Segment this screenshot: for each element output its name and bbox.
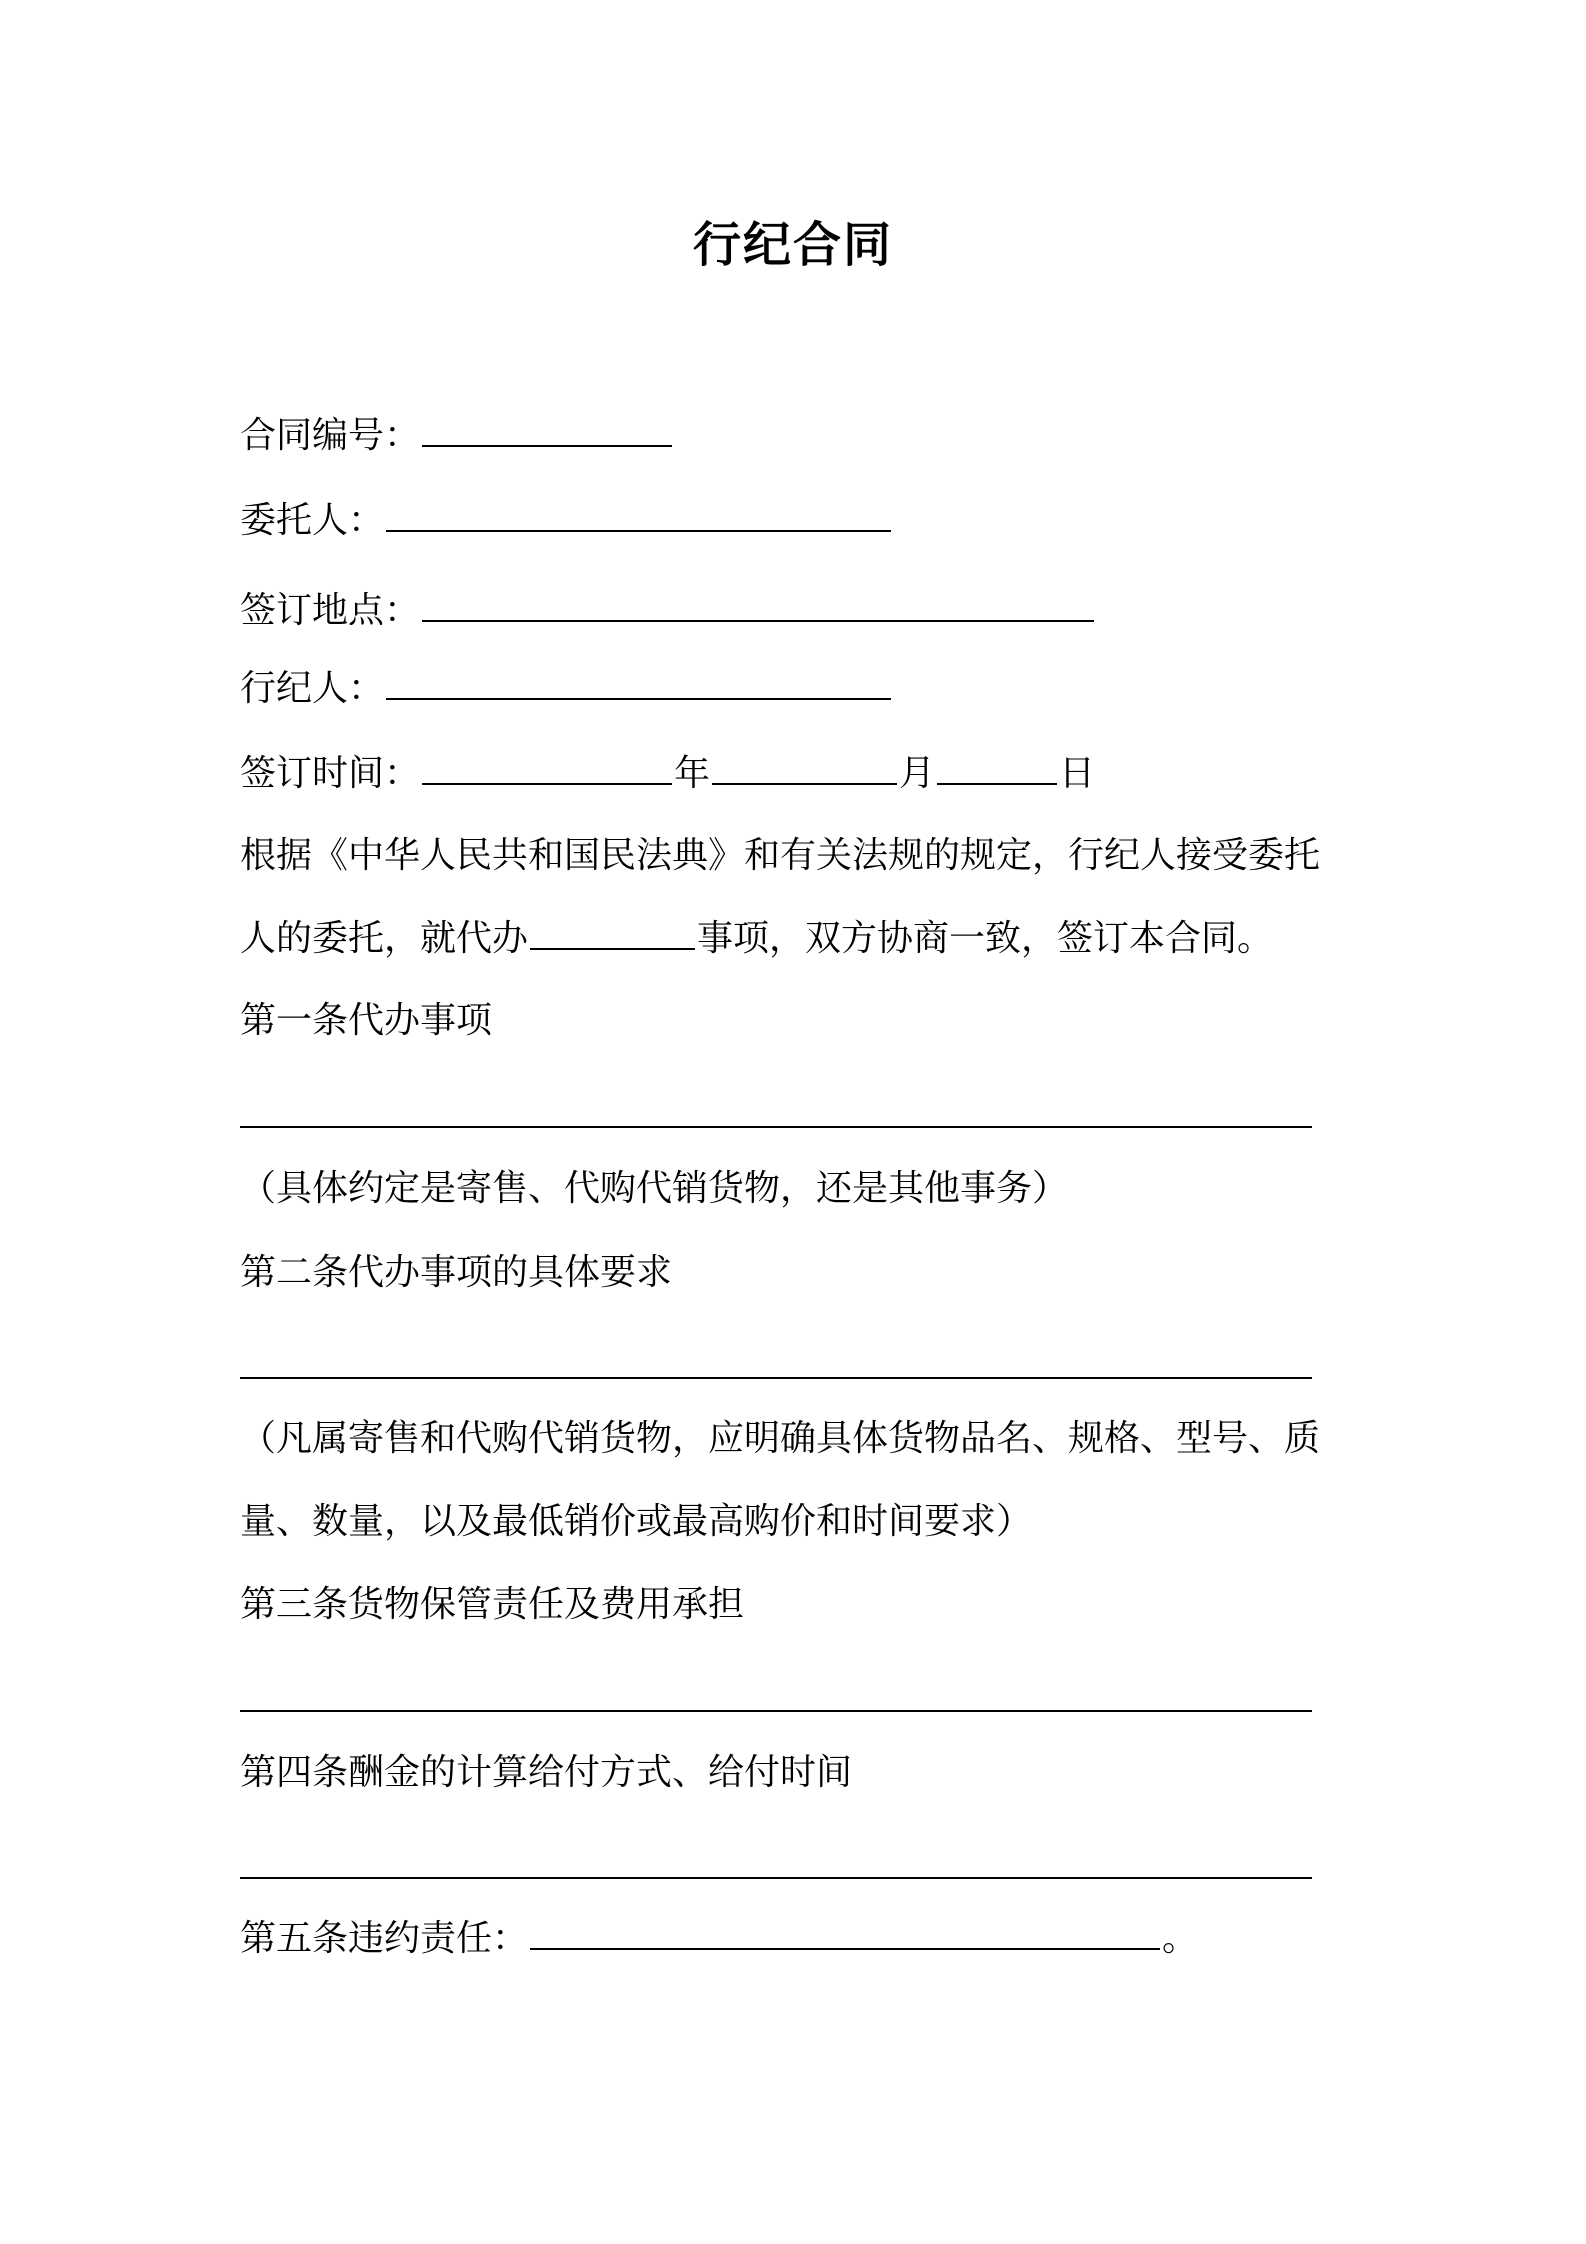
- article-4-title: 第四条酬金的计算给付方式、给付时间: [240, 1752, 853, 1793]
- year-unit: 年: [674, 753, 711, 794]
- contract-number-blank[interactable]: [422, 411, 672, 447]
- article-5-line: [240, 1913, 1198, 1965]
- contract-number-label: 合同编号：: [240, 415, 421, 456]
- signing-place-label: 签订地点：: [240, 590, 421, 631]
- article-2-note-line-1: （凡属寄售和代购代销货物，应明确具体货物品名、规格、型号、质: [240, 1418, 1321, 1459]
- broker-blank[interactable]: [386, 664, 891, 700]
- article-3-blank[interactable]: [240, 1710, 1312, 1712]
- article-2-note-line-2: 量、数量，以及最低销价或最高购价和时间要求）: [240, 1501, 1033, 1542]
- preamble-line-2: [240, 913, 1273, 965]
- day-unit: 日: [1059, 753, 1096, 794]
- year-blank[interactable]: [422, 749, 672, 785]
- document-title: 行纪合同: [692, 217, 893, 273]
- month-blank[interactable]: [712, 749, 897, 785]
- preamble-line-2-end: 事项，双方协商一致，签订本合同。: [697, 918, 1274, 959]
- article-2-title: 第二条代办事项的具体要求: [240, 1252, 673, 1293]
- broker-label: 行纪人：: [240, 668, 385, 709]
- signing-date-line: [240, 748, 1095, 800]
- article-5-blank[interactable]: [530, 1914, 1160, 1950]
- article-4-blank[interactable]: [240, 1877, 1312, 1879]
- article-1-blank[interactable]: [240, 1126, 1312, 1128]
- principal-line: [240, 495, 893, 547]
- article-2-blank[interactable]: [240, 1377, 1312, 1379]
- matter-blank[interactable]: [530, 914, 695, 950]
- day-blank[interactable]: [937, 749, 1057, 785]
- signing-place-line: [240, 585, 1096, 637]
- principal-blank[interactable]: [386, 496, 891, 532]
- article-1-note: （具体约定是寄售、代购代销货物，还是其他事务）: [240, 1168, 1069, 1209]
- article-5-end: 。: [1162, 1918, 1199, 1959]
- contract-number-line: [240, 410, 674, 462]
- preamble-line-1: 根据《中华人民共和国民法典》和有关法规的规定，行纪人接受委托: [240, 835, 1321, 876]
- article-3-title: 第三条货物保管责任及费用承担: [240, 1584, 745, 1625]
- broker-line: [240, 663, 893, 715]
- signing-place-blank[interactable]: [422, 586, 1094, 622]
- month-unit: 月: [899, 753, 936, 794]
- article-1-title: 第一条代办事项: [240, 1000, 493, 1041]
- article-5-label: 第五条违约责任：: [240, 1918, 529, 1959]
- principal-label: 委托人：: [240, 500, 385, 541]
- preamble-line-2-start: 人的委托，就代办: [240, 918, 529, 959]
- signing-date-label: 签订时间：: [240, 753, 421, 794]
